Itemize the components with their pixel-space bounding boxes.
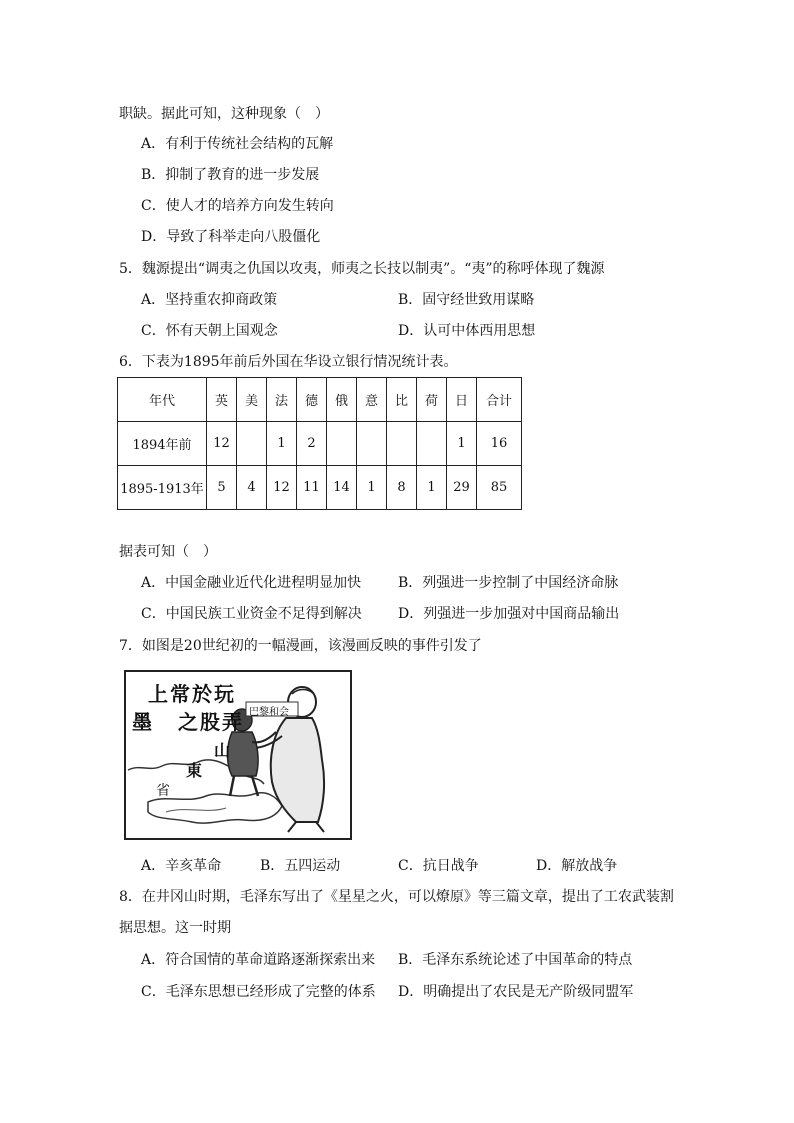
cartoon-map-sheng: 省 [156, 783, 170, 799]
table-cell: 1 [267, 422, 297, 466]
cartoon-tag: 巴黎和会 [249, 707, 289, 718]
table-header: 比 [387, 378, 417, 422]
table-header: 俄 [327, 378, 357, 422]
q5-stem: 5．魏源提出“调夷之仇国以攻夷，师夷之长技以制夷”。“夷”的称呼体现了魏源 [119, 261, 605, 277]
table-header-row [118, 378, 522, 422]
table-cell: 4 [237, 466, 267, 510]
q4-stem-tail: 职缺。据此可知，这种现象（ ） [119, 106, 329, 122]
q7-option-c[interactable]: C．抗日战争 [398, 858, 479, 874]
table-cell [357, 422, 387, 466]
cartoon-title-line2: 之股弄 [178, 710, 244, 734]
table-cell: 29 [447, 466, 477, 510]
cartoon-title-line1: 上常於玩 [148, 682, 236, 706]
table-header: 日 [447, 378, 477, 422]
q6-option-d[interactable]: D．列强进一步加强对中国商品输出 [398, 606, 620, 622]
table-row [118, 422, 522, 466]
q7-option-a[interactable]: A．辛亥革命 [141, 858, 222, 874]
table-cell: 5 [207, 466, 237, 510]
table-row [118, 466, 522, 510]
q4-option-a[interactable]: A．有利于传统社会结构的瓦解 [141, 136, 334, 152]
table-cell [327, 422, 357, 466]
q6-stem: 6．下表为1895年前后外国在华设立银行情况统计表。 [119, 354, 458, 370]
q5-option-b[interactable]: B．固守经世致用谋略 [398, 292, 535, 308]
q6-option-a[interactable]: A．中国金融业近代化进程明显加快 [141, 575, 362, 591]
table-header: 年代 [118, 378, 207, 422]
q7-option-b[interactable]: B．五四运动 [260, 858, 341, 874]
political-cartoon [124, 670, 352, 840]
table-cell: 85 [477, 466, 522, 510]
table-header: 法 [267, 378, 297, 422]
cartoon-title-mo: 墨 [132, 710, 152, 734]
q8-stem-line2: 据思想。这一时期 [119, 920, 231, 936]
table-header: 英 [207, 378, 237, 422]
table-header: 德 [297, 378, 327, 422]
q5-option-a[interactable]: A．坚持重农抑商政策 [141, 292, 278, 308]
table-header: 合计 [477, 378, 522, 422]
table-cell: 1 [357, 466, 387, 510]
q5-option-c[interactable]: C．怀有天朝上国观念 [141, 323, 278, 339]
q8-option-d[interactable]: D．明确提出了农民是无产阶级同盟军 [398, 984, 634, 1000]
table-cell: 8 [387, 466, 417, 510]
q8-stem-line1: 8．在井冈山时期，毛泽东写出了《星星之火，可以燎原》等三篇文章，提出了工农武装割 [119, 889, 674, 905]
table-cell: 14 [327, 466, 357, 510]
bank-statistics-table [117, 377, 522, 510]
table-header: 意 [357, 378, 387, 422]
table-cell: 1 [447, 422, 477, 466]
cartoon-map-shan: 山 [214, 741, 231, 760]
cartoon-map-dong: 東 [186, 761, 203, 780]
q8-option-b[interactable]: B．毛泽东系统论述了中国革命的特点 [398, 952, 633, 968]
table-cell: 1895-1913年 [118, 466, 207, 510]
q7-option-d[interactable]: D．解放战争 [536, 858, 618, 874]
table-cell: 12 [207, 422, 237, 466]
q7-stem: 7．如图是20世纪初的一幅漫画，该漫画反映的事件引发了 [119, 638, 482, 654]
table-cell: 12 [267, 466, 297, 510]
q8-option-a[interactable]: A．符合国情的革命道路逐渐探索出来 [141, 952, 376, 968]
table-cell [387, 422, 417, 466]
q6-option-c[interactable]: C．中国民族工业资金不足得到解决 [141, 606, 362, 622]
q4-option-d[interactable]: D．导致了科举走向八股僵化 [141, 229, 321, 245]
table-cell [237, 422, 267, 466]
q6-option-b[interactable]: B．列强进一步控制了中国经济命脉 [398, 575, 619, 591]
q5-option-d[interactable]: D．认可中体西用思想 [398, 323, 536, 339]
table-cell: 16 [477, 422, 522, 466]
table-cell: 1 [417, 466, 447, 510]
table-cell: 2 [297, 422, 327, 466]
q8-option-c[interactable]: C．毛泽东思想已经形成了完整的体系 [141, 984, 376, 1000]
q4-option-b[interactable]: B．抑制了教育的进一步发展 [141, 167, 320, 183]
q4-option-c[interactable]: C．使人才的培养方向发生转向 [141, 198, 334, 214]
table-header: 荷 [417, 378, 447, 422]
table-cell [417, 422, 447, 466]
table-header: 美 [237, 378, 267, 422]
table-cell: 1894年前 [118, 422, 207, 466]
q6-followup: 据表可知（ ） [119, 544, 217, 560]
table-cell: 11 [297, 466, 327, 510]
